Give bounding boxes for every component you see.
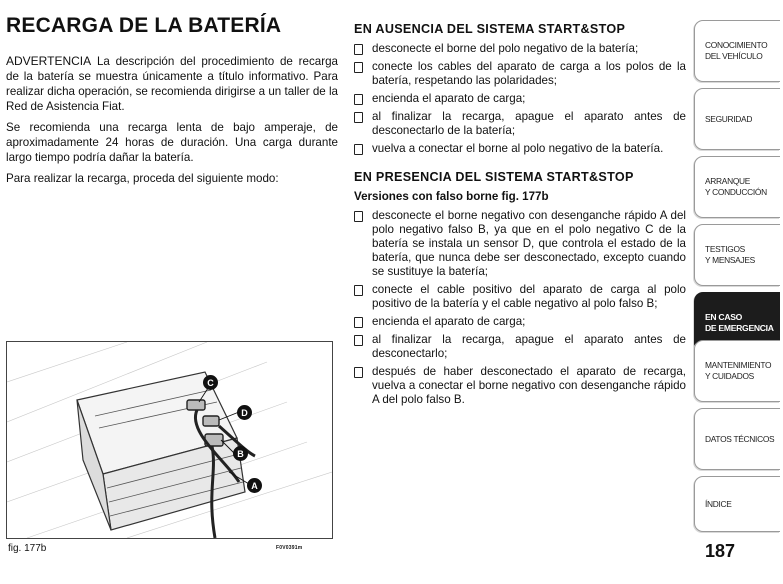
- callout-a: A: [247, 478, 262, 493]
- left-column: [6, 14, 338, 192]
- section-heading-with-startstop: EN PRESENCIA DEL SISTEMA START&STOP: [354, 170, 634, 184]
- warning-label: ADVERTENCIA: [6, 54, 92, 68]
- list-item: desconecte el borne del polo negativo de la batería;: [354, 42, 686, 56]
- list-item: después de haber desconectado el aparato de recarga, vuelva a conectar el borne negativo con desenganche rápido A del polo falso B.: [354, 365, 686, 407]
- tab-indice[interactable]: ÍNDICE: [694, 476, 780, 532]
- checkbox-bullet-icon: [354, 144, 363, 155]
- list-item: desconecte el borne negativo con desenganche rápido A del polo negativo falso B, ya que en el polo negativo C de la batería se instala un sensor D, que controla el estado de la batería, que nunca debe ser desconectado, excepto cuando se sustituye la batería;: [354, 209, 686, 279]
- list-item: encienda el aparato de carga;: [354, 92, 686, 106]
- checkbox-bullet-icon: [354, 367, 363, 378]
- checkbox-bullet-icon: [354, 285, 363, 296]
- right-column: [354, 22, 686, 417]
- checkbox-bullet-icon: [354, 94, 363, 105]
- checkbox-bullet-icon: [354, 317, 363, 328]
- list-item: conecte los cables del aparato de carga a los polos de la batería, respetando las polaridades;: [354, 60, 686, 88]
- recommendation-paragraph: Se recomienda una recarga lenta de bajo amperaje, de aproximadamente 24 horas de duración. Una carga durante largo tiempo podría dañar la batería.: [6, 121, 338, 164]
- list-item: vuelva a conectar el borne al polo negativo de la batería.: [354, 142, 686, 156]
- page-number: 187: [705, 541, 736, 561]
- tab-arranque-y-conduccion[interactable]: ARRANQUE Y CONDUCCIÓN: [694, 156, 780, 218]
- callout-c: C: [203, 375, 218, 390]
- checkbox-bullet-icon: [354, 335, 363, 346]
- page-title: RECARGA DE LA BATERÍA: [6, 14, 282, 37]
- checkbox-bullet-icon: [354, 62, 363, 73]
- figure-code: F0V0391m: [276, 545, 303, 551]
- section-tabs: [694, 0, 783, 584]
- list-item: encienda el aparato de carga;: [354, 315, 686, 329]
- tab-mantenimiento-y-cuidados[interactable]: MANTENIMIENTO Y CUIDADOS: [694, 340, 780, 402]
- battery-illustration: [7, 342, 332, 538]
- checkbox-bullet-icon: [354, 112, 363, 123]
- warning-paragraph: [6, 54, 338, 114]
- tab-conocimiento-del-vehiculo[interactable]: CONOCIMIENTO DEL VEHÍCULO: [694, 20, 780, 82]
- battery-body: [77, 372, 245, 530]
- section-subheading: Versiones con falso borne fig. 177b: [354, 190, 549, 203]
- tab-en-caso-de-emergencia[interactable]: EN CASO DE EMERGENCIA: [694, 292, 780, 354]
- list-item: al finalizar la recarga, apague el aparato antes de desconectarlo de la batería;: [354, 110, 686, 138]
- tab-testigos-y-mensajes[interactable]: TESTIGOS Y MENSAJES: [694, 224, 780, 286]
- steps-list-without-startstop: [354, 42, 686, 156]
- battery-figure: [6, 341, 333, 539]
- checkbox-bullet-icon: [354, 211, 363, 222]
- list-item: al finalizar la recarga, apague el aparato antes de desconectarlo;: [354, 333, 686, 361]
- callout-b: B: [233, 446, 248, 461]
- warning-text: La descripción del procedimiento de recarga de la batería se muestra únicamente a título informativo. Para realizar dicha operación, se recomienda dirigirse a un taller de la Red de Asistencia Fiat.: [6, 55, 338, 113]
- section-heading-without-startstop: EN AUSENCIA DEL SISTEMA START&STOP: [354, 22, 626, 36]
- tab-seguridad[interactable]: SEGURIDAD: [694, 88, 780, 150]
- figure-caption: fig. 177b: [8, 543, 47, 554]
- steps-list-with-startstop: [354, 209, 686, 407]
- checkbox-bullet-icon: [354, 44, 363, 55]
- callout-d: D: [237, 405, 252, 420]
- procedure-intro: Para realizar la recarga, proceda del siguiente modo:: [6, 172, 279, 185]
- tab-datos-tecnicos[interactable]: DATOS TÉCNICOS: [694, 408, 780, 470]
- list-item: conecte el cable positivo del aparato de carga al polo positivo de la batería y el cable negativo al polo falso B;: [354, 283, 686, 311]
